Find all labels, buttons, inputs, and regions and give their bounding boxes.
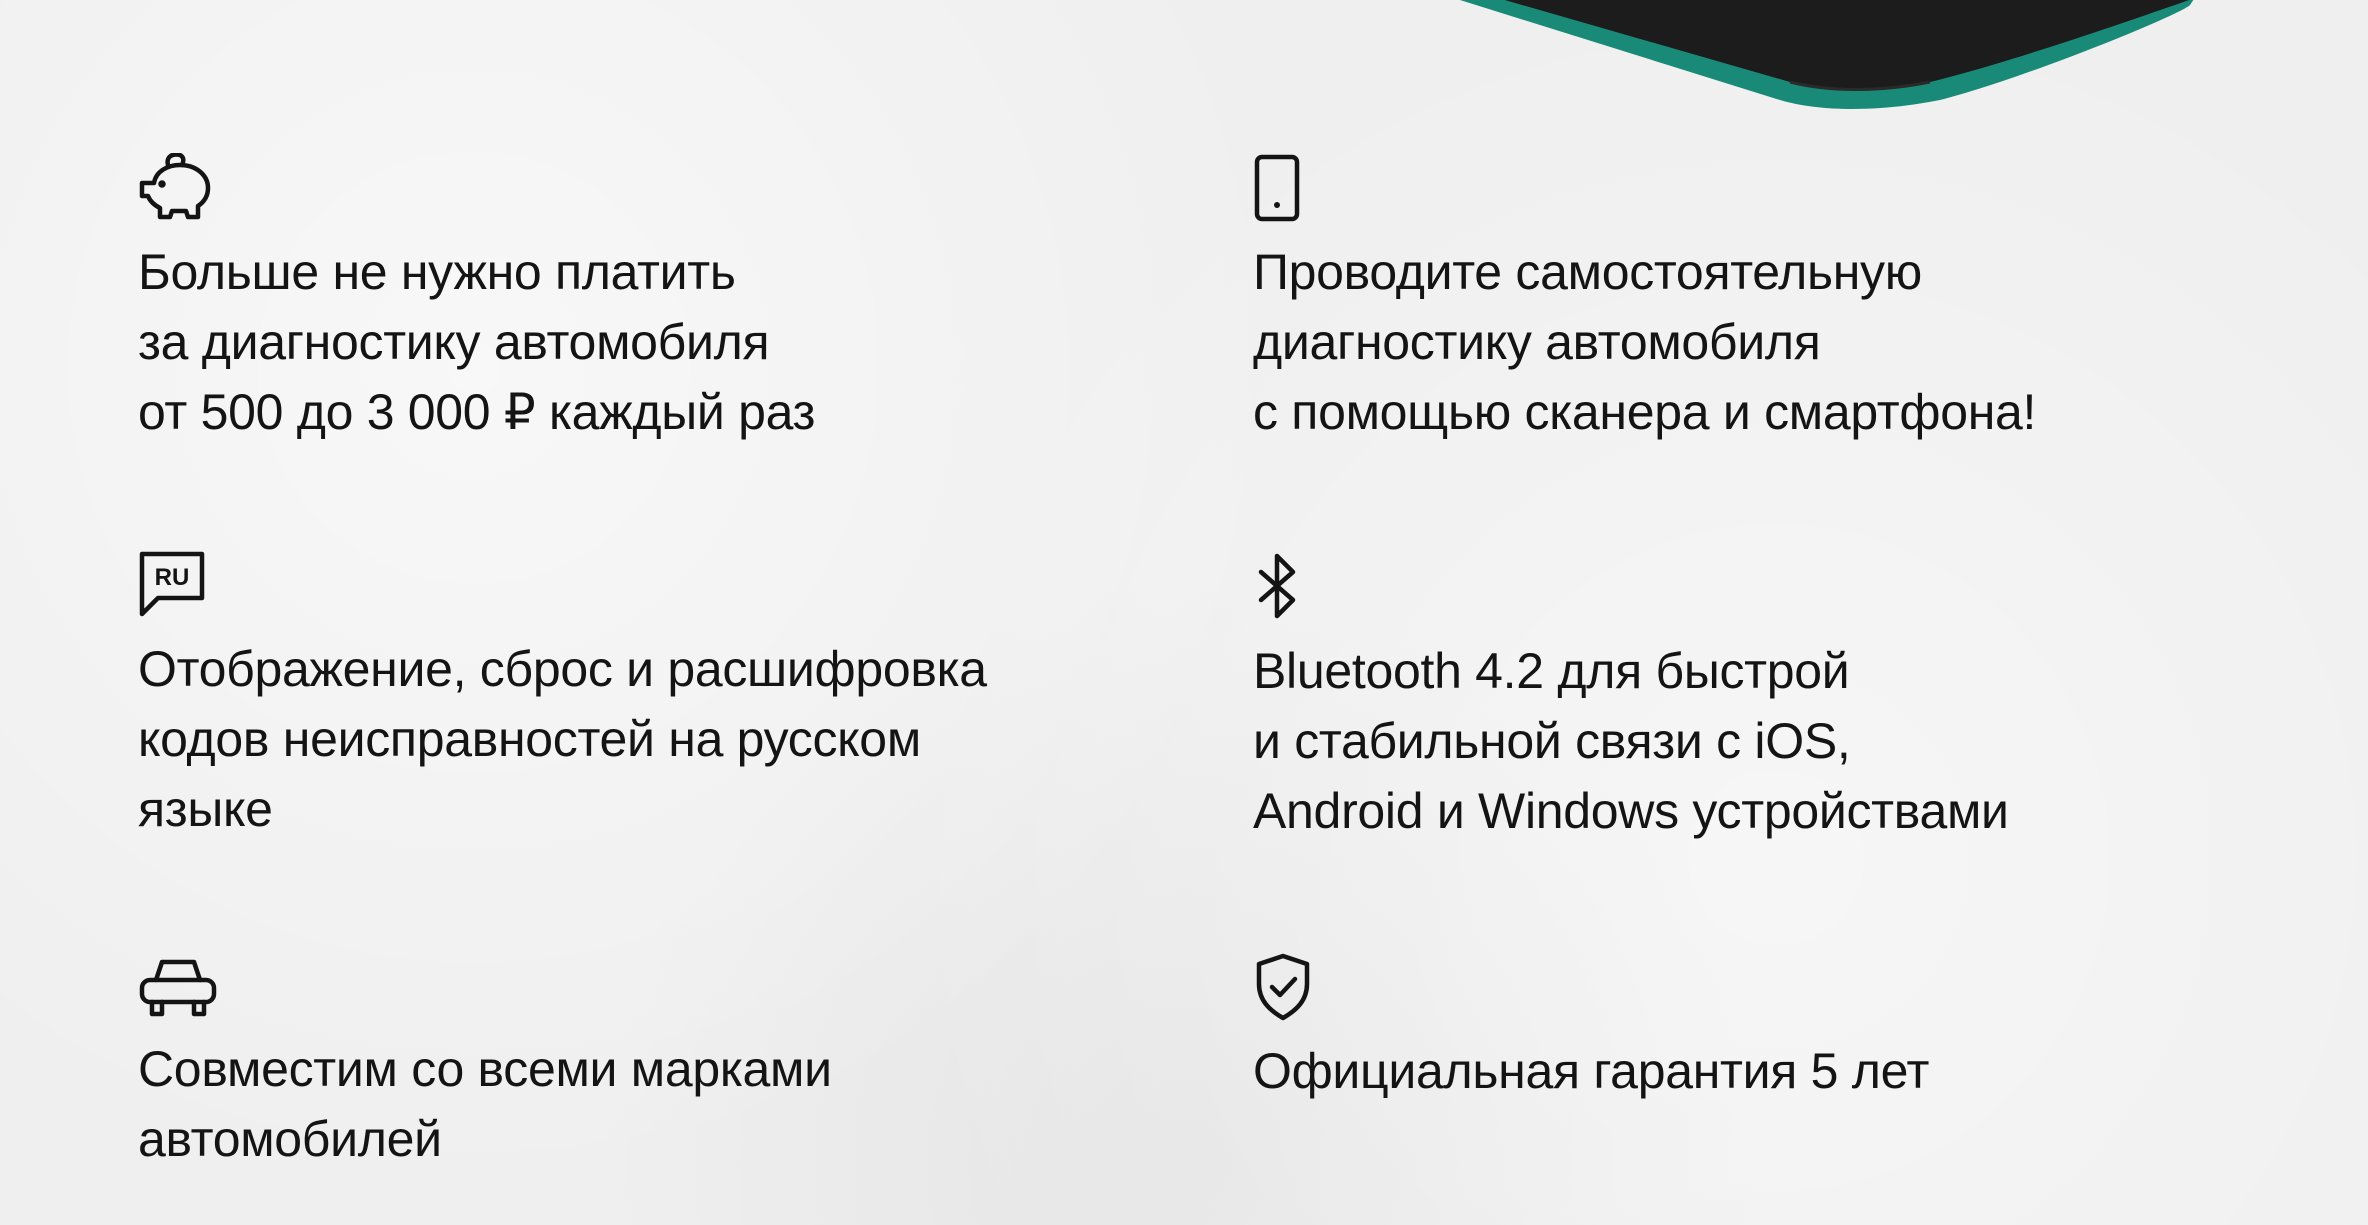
feature-self-diagnostics: [1253, 153, 2037, 447]
feature-warranty: [1253, 952, 1993, 1106]
feature-text-line: за диагностику автомобиля: [138, 314, 770, 370]
feature-text-line: автомобилей: [138, 1111, 442, 1167]
ru-speech-bubble-icon: [138, 550, 878, 620]
feature-text-line: Больше не нужно платить: [138, 244, 736, 300]
bluetooth-icon: [1253, 552, 1993, 622]
feature-compatibility: [138, 950, 878, 1174]
feature-text-line: от 500 до 3 000 ₽ каждый раз: [138, 384, 816, 440]
smartphone-icon: [1253, 153, 1993, 223]
feature-text-line: Bluetooth 4.2 для быстрой: [1253, 643, 1850, 699]
feature-text-line: Совместим со всеми марками: [138, 1041, 832, 1097]
feature-text-line: Отображение, сброс и расшифровка: [138, 641, 987, 697]
feature-bluetooth: [1253, 552, 2009, 846]
feature-text-line: диагностику автомобиля: [1253, 314, 1821, 370]
feature-savings: [138, 153, 878, 447]
feature-text-line: кодов неисправностей на русском: [138, 711, 921, 767]
feature-text-line: Официальная гарантия 5 лет: [1253, 1043, 1930, 1099]
feature-text-line: Android и Windows устройствами: [1253, 783, 2009, 839]
feature-text-line: и стабильной связи с iOS,: [1253, 713, 1851, 769]
feature-russian-codes: [138, 550, 987, 844]
feature-text-line: языке: [138, 781, 273, 837]
car-icon: [138, 950, 878, 1020]
feature-text-line: с помощью сканера и смартфона!: [1253, 384, 2037, 440]
feature-text-line: Проводите самостоятельную: [1253, 244, 1922, 300]
ru-icon-label: RU: [154, 564, 190, 591]
shield-check-icon: [1253, 952, 1993, 1022]
piggy-bank-icon: [138, 153, 878, 223]
scanner-device-image: [1460, 0, 2200, 120]
